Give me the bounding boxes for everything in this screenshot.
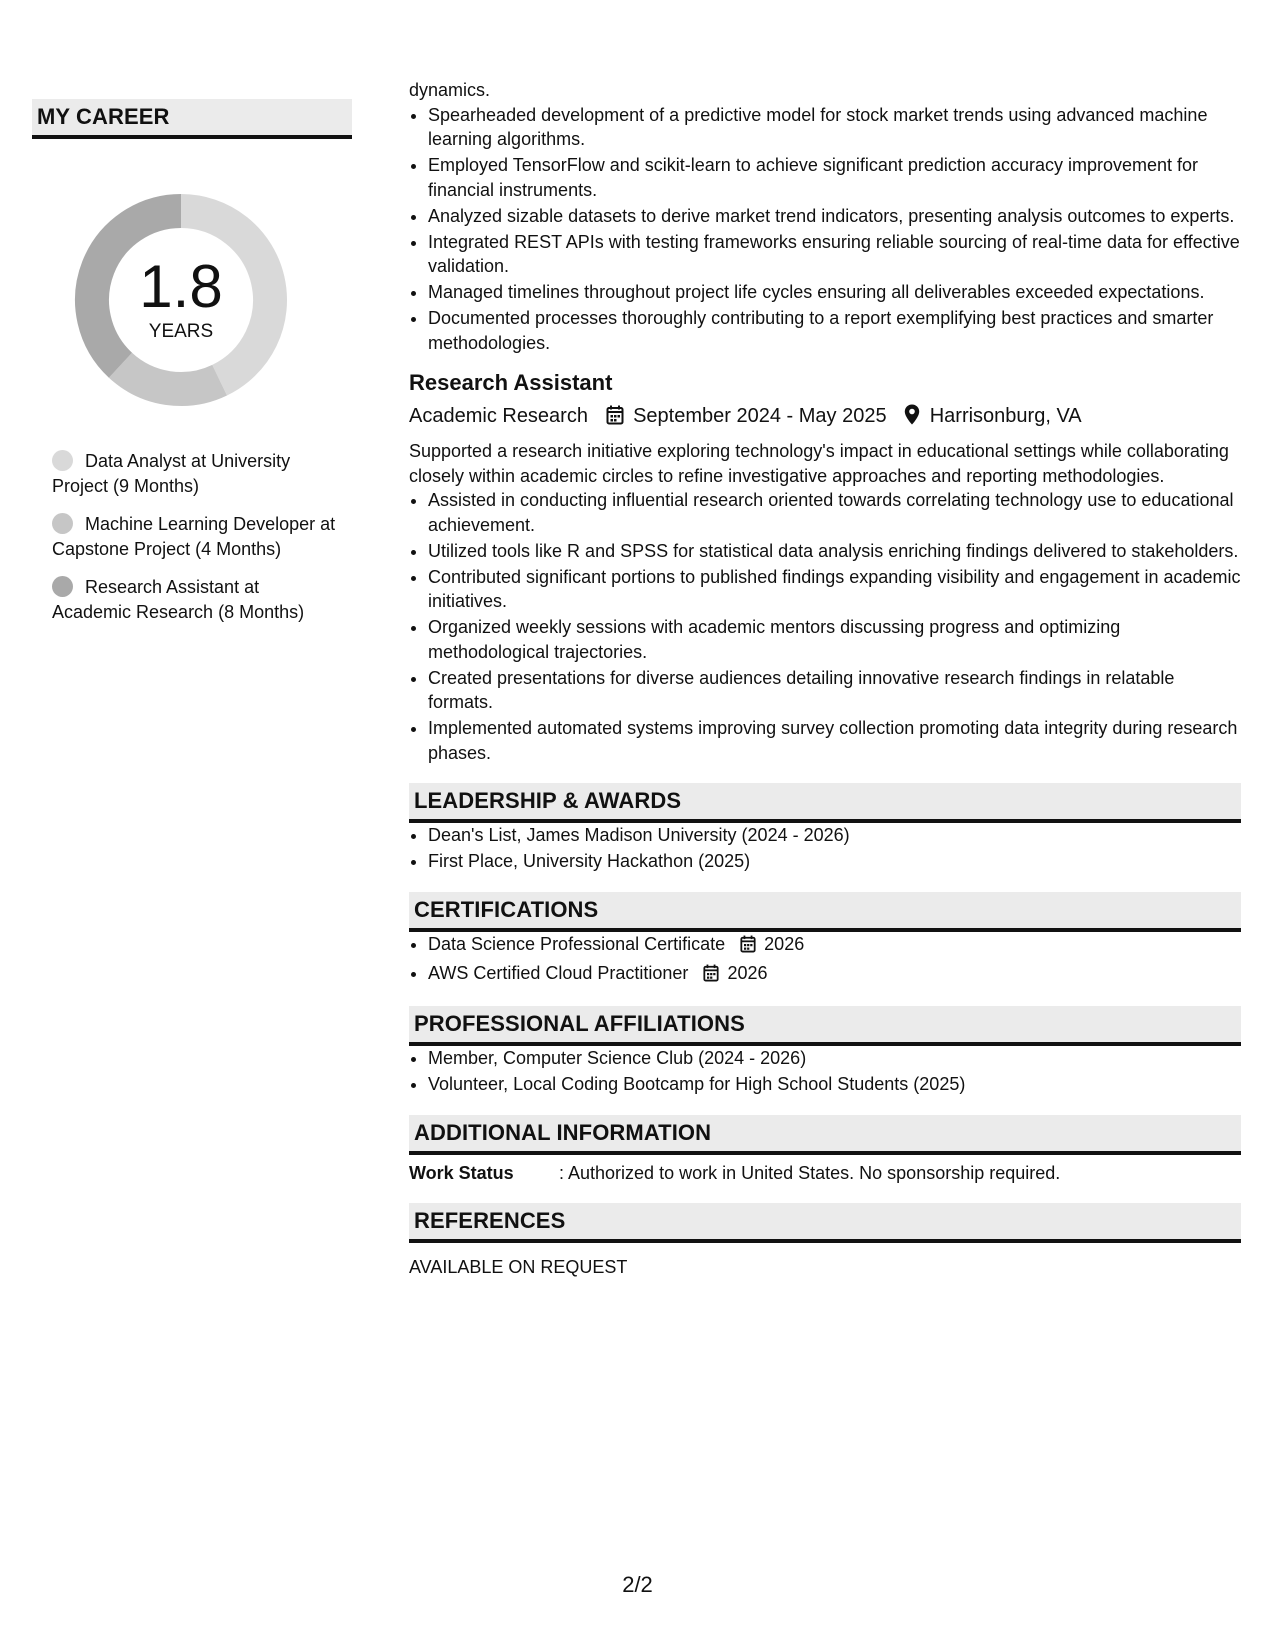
references-heading: REFERENCES: [409, 1203, 1241, 1243]
list-item: • Employed TensorFlow and scikit-learn to achieve significant prediction accuracy improvement for financial instruments.: [428, 153, 1241, 202]
list-item: • Created presentations for diverse audiences detailing innovative research findings in relatable formats.: [428, 666, 1241, 715]
additional-heading: ADDITIONAL INFORMATION: [409, 1115, 1241, 1155]
list-item: • Assisted in conducting influential research oriented towards correlating technology use to educational achievement.: [428, 488, 1241, 537]
legend-dot-icon: [52, 450, 73, 471]
affiliations-heading: PROFESSIONAL AFFILIATIONS: [409, 1006, 1241, 1046]
list-item: • Member, Computer Science Club (2024 - 2026): [428, 1046, 1241, 1071]
main-content: [409, 78, 1241, 1279]
total-years-value: 1.8: [139, 253, 223, 320]
job-dates: September 2024 - May 2025: [633, 405, 887, 427]
list-item: • Documented processes thoroughly contributing to a report exemplifying best practices and smarter methodologies.: [428, 306, 1241, 355]
career-item-text: Data Analyst at University Project (9 Months): [52, 451, 291, 496]
calendar-icon: [703, 964, 719, 989]
career-item-text: Research Assistant at Academic Research (8 Months): [52, 577, 305, 622]
sidebar: [32, 99, 352, 638]
affiliations-section: [409, 1006, 1241, 1097]
list-item: • Utilized tools like R and SPSS for statistical data analysis enriching findings delivered to stakeholders.: [428, 539, 1241, 564]
list-item: • Dean's List, James Madison University (2024 - 2026): [428, 823, 1241, 848]
affiliations-list: [409, 1046, 1241, 1097]
career-item: [52, 449, 342, 498]
career-legend: [52, 449, 342, 624]
job-location: Harrisonburg, VA: [929, 405, 1082, 427]
career-donut-chart: [66, 185, 296, 415]
career-item-text: Machine Learning Developer at Capstone Project (4 Months): [52, 514, 336, 559]
additional-section: [409, 1115, 1241, 1185]
work-status-label: Work Status: [409, 1162, 514, 1183]
total-years-unit: YEARS: [148, 321, 214, 342]
cert-year: 2026: [727, 962, 768, 983]
list-item: • Implemented automated systems improving survey collection promoting data integrity during research phases.: [428, 716, 1241, 765]
list-item: • Contributed significant portions to published findings expanding visibility and engagement in academic initiatives.: [428, 565, 1241, 614]
page-number: 2/2: [622, 1572, 653, 1597]
cert-name: AWS Certified Cloud Practitioner: [428, 962, 689, 983]
job-bullets: [409, 488, 1241, 765]
list-item: • Managed timelines throughout project life cycles ensuring all deliverables exceeded expectations.: [428, 280, 1241, 305]
legend-dot-icon: [52, 576, 73, 597]
certifications-section: [409, 892, 1241, 989]
cert-year: 2026: [764, 933, 805, 954]
cert-name: Data Science Professional Certificate: [428, 933, 726, 954]
continued-text: dynamics.: [409, 80, 491, 100]
list-item: • Spearheaded development of a predictive model for stock market trends using advanced machine learning algorithms.: [428, 103, 1241, 152]
calendar-icon: [740, 935, 756, 960]
job-company: Academic Research: [409, 405, 588, 427]
job-title: Research Assistant: [409, 370, 613, 395]
job-meta: [409, 401, 1241, 434]
calendar-icon: [606, 404, 624, 434]
references-section: [409, 1203, 1241, 1279]
donut-segment-2: [120, 365, 219, 389]
leadership-section: [409, 783, 1241, 874]
work-status-value: : Authorized to work in United States. No sponsorship required.: [559, 1162, 1061, 1183]
certifications-list: [409, 932, 1241, 989]
list-item: [428, 932, 1241, 960]
certifications-heading: CERTIFICATIONS: [409, 892, 1241, 932]
career-item: [52, 575, 342, 624]
donut-center: [66, 185, 296, 343]
list-item: [428, 961, 1241, 989]
continued-bullets: [409, 103, 1241, 356]
list-item: • Analyzed sizable datasets to derive market trend indicators, presenting analysis outcomes to experts.: [428, 204, 1241, 229]
list-item: • First Place, University Hackathon (2025): [428, 849, 1241, 874]
list-item: • Integrated REST APIs with testing frameworks ensuring reliable sourcing of real-time data for effective validation.: [428, 230, 1241, 279]
list-item: • Organized weekly sessions with academic mentors discussing progress and optimizing methodological trajectories.: [428, 615, 1241, 664]
list-item: • Volunteer, Local Coding Bootcamp for High School Students (2025): [428, 1072, 1241, 1097]
references-text: AVAILABLE ON REQUEST: [409, 1256, 628, 1277]
leadership-heading: LEADERSHIP & AWARDS: [409, 783, 1241, 823]
job-summary: Supported a research initiative exploring technology's impact in educational settings while collaborating closely within academic circles to refine investigative approaches and reporting methodologies.: [409, 441, 1229, 486]
career-heading: MY CAREER: [32, 99, 352, 139]
legend-dot-icon: [52, 513, 73, 534]
work-status-row: [409, 1161, 1241, 1185]
leadership-list: [409, 823, 1241, 874]
career-item: [52, 512, 342, 561]
location-pin-icon: [904, 404, 920, 434]
